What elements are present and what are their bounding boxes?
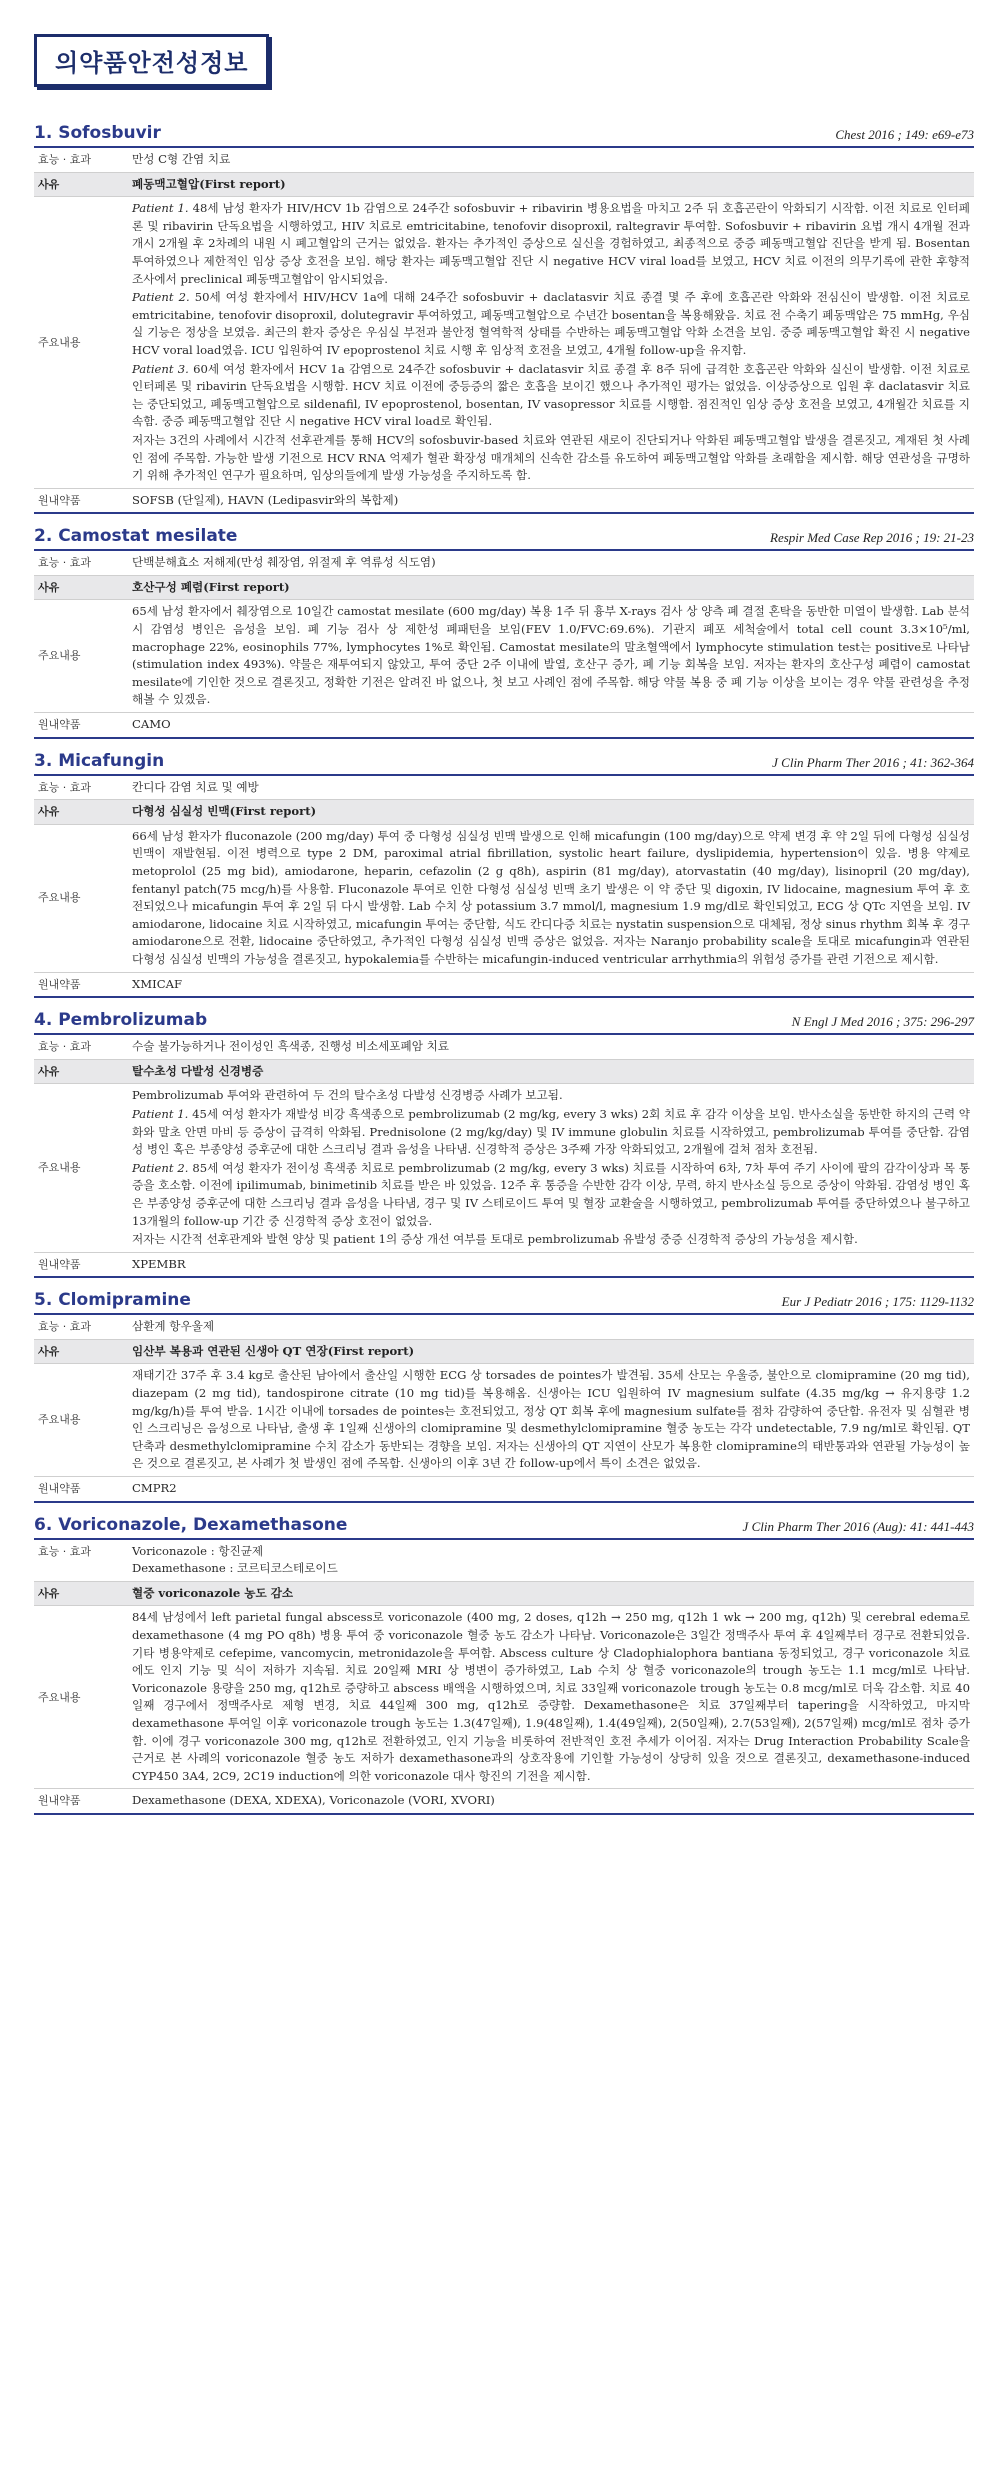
drug-value: SOFSB (단일제), HAVN (Ledipasvir와의 복합제) (132, 492, 399, 507)
section-header (34, 123, 974, 148)
event-label: 사유 (38, 1586, 60, 1600)
event-row (34, 1339, 974, 1364)
content-label: 주요내용 (38, 891, 81, 905)
drug-row (34, 1477, 974, 1502)
section-list (34, 123, 974, 1815)
content-row (34, 600, 974, 713)
section-header (34, 1010, 974, 1035)
content-value (128, 824, 974, 972)
patient-lead: Patient 2. (132, 290, 190, 305)
efficacy-row (34, 551, 974, 575)
event-label: 사유 (38, 1064, 60, 1078)
section-table (34, 776, 974, 999)
drug-row (34, 488, 974, 513)
paragraph-text: Pembrolizumab 투여와 관련하여 두 건의 탈수초성 다발성 신경병증 사례가 보고됨. (132, 1088, 563, 1103)
efficacy-label: 효능 · 효과 (38, 153, 91, 166)
content-label: 주요내용 (38, 1161, 81, 1175)
section-table (34, 551, 974, 738)
efficacy-row (34, 1035, 974, 1059)
content-paragraph (132, 1231, 970, 1249)
drug-section (34, 526, 974, 738)
efficacy-line: 수술 불가능하거나 전이성인 흑색종, 진행성 비소세포폐암 치료 (132, 1039, 449, 1054)
section-reference: N Engl J Med 2016 ; 375: 296-297 (791, 1014, 974, 1030)
efficacy-line: 만성 C형 간염 치료 (132, 152, 231, 166)
drug-row (34, 713, 974, 738)
efficacy-value (128, 551, 974, 575)
section-title: 6. Voriconazole, Dexamethasone (34, 1514, 348, 1535)
content-label: 주요내용 (38, 649, 81, 663)
drug-label: 원내약품 (38, 493, 81, 507)
section-table (34, 1035, 974, 1278)
section-reference: Chest 2016 ; 149: e69-e73 (835, 127, 974, 142)
content-row (34, 1084, 974, 1252)
efficacy-label: 효능 · 효과 (38, 1544, 91, 1558)
drug-label: 원내약품 (38, 1257, 81, 1271)
bulletin-title: 의약품안전성정보 (55, 49, 249, 77)
content-value (128, 1084, 974, 1252)
patient-lead: Patient 3. (132, 361, 189, 376)
content-paragraph (132, 289, 970, 359)
paragraph-text: 84세 남성에서 left parietal fungal abscess로 voriconazole (400 mg, 2 doses, q12h → 250 mg, q12h 1 wk → 200 mg, q12h) 및 cerebral edema로 dexamethasone (4 mg PO q8h) 병용 투여 중 voriconazole 혈중 농도 감소가 나타남. Voriconazole은 3일간 정맥주사 투여 후 4일째부터 경구로 전환되었음. 기타 병용약제로 cefepime, vancomycin, metronidazole을 투여함. Abscess culture 상 Cladophialophora bantiana 동정되었고, 경구 voriconazole 치료에도 인지 기능 및 식이 저하가 지속됨. 치료 20일째 MRI 상 병변이 증가하였고, Lab 수치 상 혈중 voriconazole의 trough 농도는 1.1 mcg/ml로 나타남. Voriconazole 용량을 250 mg, q12h로 증량하고 abscess 배액을 시행하였으며, 치료 33일째 voriconazole trough 농도는 0.8 mcg/ml로 더욱 감소함. 치료 40일째 경구에서 정맥주사로 제형 변경, 치료 44일째 300 mg, q12h로 증량함. Dexamethasone은 치료 37일째부터 tapering을 시작하였고, 마지막 dexamethasone 투여일 이후 voriconazole trough 농도는 1.3(47일째), 1.9(48일째), 1.4(49일째), 2(50일째), 2.7(53일째), 2(57일째) mcg/ml로 점차 증가함. 이에 경구 voriconazole 300 mg, q12h로 전환하였고, 인지 기능을 비롯하여 전반적인 호전 추세가 이어짐. 저자는 Drug Interaction Probability Scale을 근거로 본 사례의 voriconazole 혈중 농도 저하가 dexamethasone과의 상호작용에 기인할 가능성이 상당히 있을 것으로 결론짓고, dexamethasone-induced CYP450 3A4, 2C9, 2C19 induction에 의한 voriconazole 대사 항진의 기전을 제시함. (132, 1610, 970, 1783)
paragraph-text: 60세 여성 환자에서 HCV 1a 감염으로 24주간 sofosbuvir + daclatasvir 치료 종결 후 8주 뒤에 급격한 호흡곤란 악화와 실신이 발생함. 이전 치료로 인터페론 및 ribavirin 단독요법을 시행함. HCV 치료 이전에 중등증의 짧은 호흡을 보이긴 했으나 추가적인 평가는 없었음. 이상증상으로 입원 후 daclatasvir 치료는 중단되었고, 폐동맥고혈압으로 sildenafil, IV epoprostenol, bosentan, IV vasopressor 치료를 시행함. 점진적인 임상 증상 호전을 보였고, 4개월간 치료를 지속함. 중증 폐동맥고혈압 진단 시 negative HCV viral load로 확인됨. (132, 361, 971, 429)
drug-value: XMICAF (132, 976, 182, 991)
drug-section (34, 1010, 974, 1278)
efficacy-row (34, 776, 974, 800)
efficacy-line: Dexamethasone : 코르티코스테로이드 (132, 1561, 338, 1576)
patient-lead: Patient 1. (132, 1106, 189, 1121)
section-header (34, 526, 974, 551)
drug-label: 원내약품 (38, 1794, 81, 1808)
efficacy-value (128, 1540, 974, 1582)
event-value: 폐동맥고혈압(First report) (132, 176, 286, 191)
paragraph-text: 48세 남성 환자가 HIV/HCV 1b 감염으로 24주간 sofosbuvir + ribavirin 병용요법을 마치고 2주 뒤 호흡곤란이 악화되기 시작함. 이전 치료로 인터페론 및 ribavirin 단독요법을 시행하였고, HIV 치료로 emtricitabine, tenofovir disoproxil, raltegravir 투여함. Sofosbuvir + ribavirin 요법 개시 4개월 전과 개시 2개월 후 2차례의 내원 시 폐고혈압의 근거는 없었음. 환자는 추가적인 증상으로 실신을 경험하였고, 최종적으로 중증 폐동맥고혈압 진단을 받게 됨. Bosentan 투여하였으나 제한적인 임상 증상 호전을 보임. 해당 환자는 폐동맥고혈압 진단 시 negative HCV viral load를 보였고, HCV 치료 이전의 의무기록에 관한 후향적 조사에서 preclinical 폐동맥고혈압이 암시되었음. (132, 201, 971, 286)
section-title: 3. Micafungin (34, 750, 165, 771)
efficacy-label: 효능 · 효과 (38, 1320, 91, 1334)
content-label: 주요내용 (38, 1690, 81, 1704)
section-reference: J Clin Pharm Ther 2016 (Aug): 41: 441-443 (742, 1518, 974, 1534)
efficacy-label: 효능 · 효과 (38, 556, 91, 570)
drug-section (34, 1290, 974, 1502)
efficacy-value (128, 1035, 974, 1059)
efficacy-label: 효능 · 효과 (38, 780, 91, 794)
drug-value: XPEMBR (132, 1256, 186, 1271)
paragraph-text: 저자는 시간적 선후관계와 발현 양상 및 patient 1의 증상 개선 여부를 토대로 pembrolizumab 유발성 중증 신경학적 증상의 가능성을 제시함. (132, 1232, 858, 1247)
event-row (34, 1059, 974, 1084)
event-value: 혈중 voriconazole 농도 감소 (132, 1585, 294, 1600)
event-row (34, 1581, 974, 1606)
drug-section (34, 123, 974, 514)
section-table (34, 148, 974, 514)
efficacy-row (34, 148, 974, 172)
content-paragraph (132, 1367, 970, 1473)
efficacy-line: Voriconazole : 항진균제 (132, 1543, 264, 1558)
efficacy-line: 삼환계 항우울제 (132, 1319, 215, 1334)
bulletin-header (34, 34, 269, 87)
drug-row (34, 972, 974, 997)
event-label: 사유 (38, 805, 60, 819)
content-row (34, 197, 974, 489)
content-paragraph (132, 1160, 970, 1230)
content-value (128, 600, 974, 713)
content-label: 주요내용 (38, 1413, 81, 1427)
event-label: 사유 (38, 177, 60, 191)
content-row (34, 1606, 974, 1789)
section-header (34, 1290, 974, 1315)
content-paragraph (132, 361, 970, 431)
section-table (34, 1540, 974, 1815)
patient-lead: Patient 1. (132, 201, 189, 216)
efficacy-value (128, 776, 974, 800)
paragraph-text: 66세 남성 환자가 fluconazole (200 mg/day) 투여 중 다형성 심실성 빈맥 발생으로 인해 micafungin (100 mg/day)으로 약제 변경 후 약 2일 뒤에 다형성 심실성 빈맥이 재발현됨. 이전 병력으로 type 2 DM, paroximal atrial fibrillation, systolic heart failure, dyslipidemia, hypertension이 있음. 병용 약제로 metoprolol (25 mg bid), amiodarone, heparin, cefazolin (2 g q8h), aspirin (81 mg/day), atorvastatin (40 mg/day), lisinopril (20 mg/day), fentanyl patch(75 mcg/h)를 사용함. Fluconazole 투여로 인한 다형성 심실성 빈맥 초기 발생은 이 약 중단 및 digoxin, IV lidocaine, magnesium 투여 후 호전되었으나 micafungin 투여 후 2일 뒤 다시 발생함. Lab 수치 상 potassium 3.7 mmol/l, magnesium 1.9 mg/dl로 확인되었고, ECG 상 QTc 지연을 보임. IV amiodarone, lidocaine 치료 시작하였고, micafungin 투여는 중단함, 식도 칸디다증 치료는 nystatin suspension으로 대체됨, 정상 sinus rhythm 회복 후 경구 amiodarone으로 전환, lidocaine 중단하였고, 추가적인 다형성 심실성 빈맥 증상은 없었음. 저자는 Naranjo probability scale을 토대로 micafungin과 연관된 다형성 심실성 빈맥의 가능성을 결론짓고, hypokalemia를 수반하는 micafungin-induced ventricular arrhythmia의 위험성 증가를 관련 기전으로 제시함. (132, 828, 970, 966)
efficacy-label: 효능 · 효과 (38, 1040, 91, 1054)
content-label: 주요내용 (38, 335, 81, 349)
bulletin-page (34, 34, 974, 1827)
drug-section (34, 751, 974, 999)
drug-label: 원내약품 (38, 718, 81, 732)
content-paragraph (132, 200, 970, 288)
efficacy-line: 단백분해효소 저해제(만성 췌장염, 위절제 후 역류성 식도염) (132, 555, 436, 570)
content-row (34, 1364, 974, 1477)
content-value (128, 197, 974, 489)
paragraph-text: 85세 여성 환자가 전이성 흑색종 치료로 pembrolizumab (2 mg/kg, every 3 wks) 치료를 시작하여 6차, 7차 투여 주기 사이에 팔의 감각이상과 목 통증을 호소함. 이전에 ipilimumab, binimetinib 치료를 받은 바 있었음. 12주 후 통증을 수반한 감각 이상, 무력, 하지 반사소실 등으로 증상이 악화됨. 감염성 병인 혹은 부종양성 증후군에 대한 스크리닝 결과 음성을 나타냄, 경구 및 IV 스테로이드 투여 및 혈장 교환술을 시행하였고, pembrolizumab 투여를 중단하였으나 불구하고 13개월의 follow-up 기간 중 신경학적 증상 호전이 없었음. (132, 1160, 970, 1228)
drug-label: 원내약품 (38, 1482, 81, 1496)
event-value: 다형성 심실성 빈맥(First report) (132, 804, 317, 819)
event-row (34, 800, 974, 825)
event-row (34, 575, 974, 600)
paragraph-text: 저자는 3건의 사례에서 시간적 선후관계를 통해 HCV의 sofosbuvir-based 치료와 연관된 새로이 진단되거나 악화된 폐동맥고혈압 발생을 결론짓고, 계재된 첫 사례인 점에 주목함. 가능한 발생 기전으로 HCV RNA 억제가 혈관 확장성 매개체의 신속한 감소를 유도하여 폐동맥고혈압 악화를 초래함을 제시함. 해당 연관성을 규명하기 위해 추가적인 연구가 필요하며, 임상의들에게 발생 가능성을 주지하도록 함. (132, 432, 970, 483)
efficacy-row (34, 1315, 974, 1339)
drug-value: Dexamethasone (DEXA, XDEXA), Voriconazole (VORI, XVORI) (132, 1793, 495, 1808)
event-row (34, 172, 974, 197)
section-reference: Respir Med Case Rep 2016 ; 19: 21-23 (770, 530, 974, 546)
drug-section (34, 1515, 974, 1815)
efficacy-value (128, 148, 974, 172)
efficacy-row (34, 1540, 974, 1582)
event-value: 임산부 복용과 연관된 신생아 QT 연장(First report) (132, 1343, 415, 1358)
section-title: 5. Clomipramine (34, 1290, 191, 1311)
content-value (128, 1606, 974, 1789)
efficacy-value (128, 1315, 974, 1339)
content-value (128, 1364, 974, 1477)
content-paragraph (132, 603, 970, 709)
section-header (34, 751, 974, 776)
section-header (34, 1515, 974, 1540)
content-paragraph (132, 1106, 970, 1159)
content-paragraph (132, 432, 970, 485)
drug-value: CMPR2 (132, 1481, 177, 1496)
drug-label: 원내약품 (38, 977, 81, 991)
event-value: 호산구성 폐렴(First report) (132, 579, 290, 594)
patient-lead: Patient 2. (132, 1160, 189, 1175)
section-reference: Eur J Pediatr 2016 ; 175: 1129-1132 (781, 1294, 974, 1310)
paragraph-text: 재태기간 37주 후 3.4 kg로 출산된 남아에서 출산일 시행한 ECG 상 torsades de pointes가 발견됨. 35세 산모는 우울증, 불안으로 clomipramine (20 mg tid), diazepam (2 mg tid), tandospirone citrate (10 mg tid)를 복용해옴. 신생아는 ICU 입원하여 IV magnesium sulfate (4.35 mg/kg → 유지용량 1.2 mg/kg/h)를 투여 받음. 1시간 이내에 torsades de pointes는 호전되었고, 정상 QT 회복 후에 magnesium sulfate를 점차 감량하여 중단함. 유전자 및 심혈관 병인 스크리닝은 음성으로 나타남, 출생 후 1일째 신생아의 clomipramine 및 desmethylclomipramine 혈중 농도는 각각 undetectable, 7.9 ng/ml로 확인됨. QT 단축과 desmethylclomipramine 수치 감소가 동반되는 경향을 보임. 저자는 신생아의 QT 지연이 산모가 복용한 clomipramine의 태반통과와 연관될 가능성이 높은 것으로 결론짓고, 본 사례가 첫 발생인 점에 주목함. 신생아의 이후 3년 간 follow-up에서 특이 소견은 없었음. (132, 1368, 970, 1471)
paragraph-text: 45세 여성 환자가 재발성 비강 흑색종으로 pembrolizumab (2 mg/kg, every 3 wks) 2회 치료 후 감각 이상을 보임. 반사소실을 동반한 하지의 근력 약화와 말초 안면 마비 등 증상이 급격히 악화됨. Prednisolone (2 mg/kg/day) 및 IV immune globulin 치료를 시작하였고, pembrolizumab 투여를 중단함. 감염성 병인 혹은 부종양성 증후군에 대한 스크리닝 결과 음성을 나타냄. 신경학적 증상은 3주째 가장 악화되었고, 2개월에 걸쳐 점차 호전됨. (132, 1106, 970, 1157)
drug-row (34, 1789, 974, 1814)
section-title: 4. Pembrolizumab (34, 1010, 208, 1031)
section-title: 1. Sofosbuvir (34, 123, 161, 143)
paragraph-text: 65세 남성 환자에서 췌장염으로 10일간 camostat mesilate (600 mg/day) 복용 1주 뒤 흉부 X-rays 검사 상 양측 폐 결절 혼탁을 동반한 미열이 발생함. Lab 분석 시 감염성 병인은 음성을 보임. 폐 기능 검사 상 제한성 폐패턴을 보임(FEV 1.0/FVC:69.6%). 기관지 폐포 세척술에서 total cell count 3.3×10⁵/ml, macrophage 22%, eosinophils 77%, lymphocytes 1%로 확인됨. Camostat mesilate의 말초혈액에서 lymphocyte stimulation test는 positive로 나타남(stimulation index 493%). 약물은 재투여되지 않았고, 투여 중단 2주 이내에 발열, 호산구 증가, 폐 기능 회복을 보임. 저자는 환자의 호산구성 폐렴이 camostat mesilate에 기인한 것으로 결론짓고, 정확한 기전은 알려진 바 없으나, 첫 보고 사례인 점에 주목함. 해당 약물 복용 중 폐 기능 이상을 보이는 경우 약물 관련성을 추정해볼 수 있겠음. (132, 604, 971, 707)
drug-row (34, 1252, 974, 1277)
event-value: 탈수초성 다발성 신경병증 (132, 1063, 264, 1078)
section-reference: J Clin Pharm Ther 2016 ; 41: 362-364 (772, 754, 974, 770)
content-paragraph (132, 1087, 970, 1105)
event-label: 사유 (38, 580, 60, 594)
section-title: 2. Camostat mesilate (34, 526, 238, 547)
content-paragraph (132, 828, 970, 969)
paragraph-text: 50세 여성 환자에서 HIV/HCV 1a에 대해 24주간 sofosbuvir + daclatasvir 치료 종결 몇 주 후에 호흡곤란 악화와 전심신이 발생함. 이전 치료로 emtricitabine, tenofovir disoproxil, dolutegravir 투여하였고, 폐동맥고혈압으로 수년간 bosentan을 복용해왔음. 치료 전 수축기 폐동맥압은 75 mmHg, 우심실 기능은 정상을 보였음. 최근의 환자 증상은 우심실 부전과 불안정 혈역학적 상태를 수반하는 폐동맥고혈압 악화 소견을 보임. 중증 폐동맥고혈압 확진 시 negative HCV voral load였음. ICU 입원하여 IV epoprostenol 치료 시행 후 임상적 호전을 보였고, 4개월 follow-up을 유지함. (132, 290, 970, 357)
drug-value: CAMO (132, 717, 171, 732)
event-label: 사유 (38, 1344, 60, 1358)
content-row (34, 824, 974, 972)
efficacy-line: 칸디다 감염 치료 및 예방 (132, 779, 259, 794)
section-table (34, 1315, 974, 1502)
content-paragraph (132, 1609, 970, 1785)
